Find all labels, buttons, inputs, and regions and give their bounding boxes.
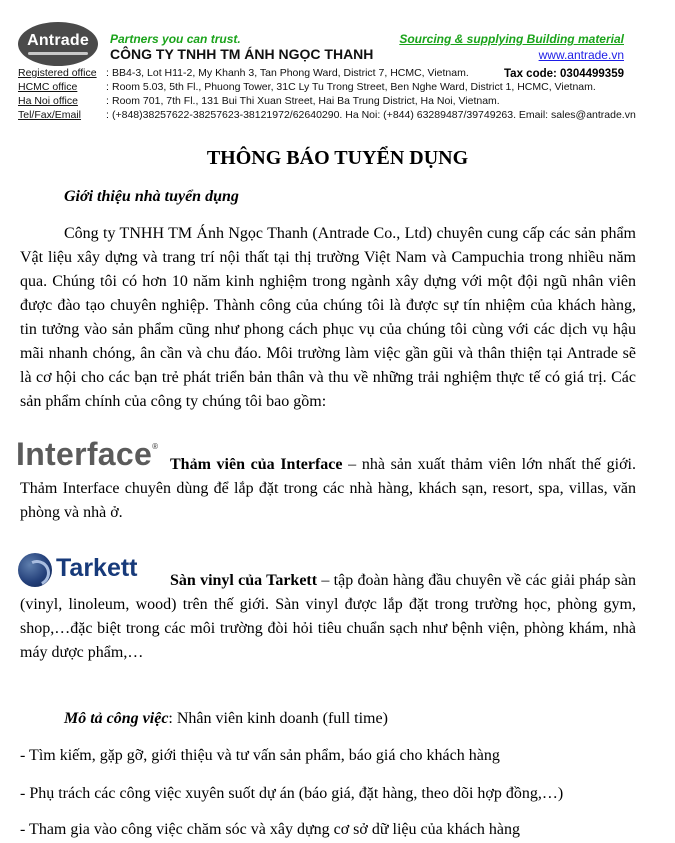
letterhead xyxy=(18,22,636,122)
antrade-logo-text: Antrade xyxy=(27,32,89,49)
job-label: Mô tả công việc xyxy=(64,710,169,727)
duty-item: - Tìm kiếm, gặp gỡ, giới thiệu và tư vấn sản phẩm, báo giá cho khách hàng xyxy=(20,747,500,764)
antrade-logo-band xyxy=(28,52,88,55)
intro-heading: Giới thiệu nhà tuyển dụng xyxy=(64,188,239,205)
job-title: : Nhân viên kinh doanh (full time) xyxy=(168,710,388,727)
office-address: Room 701, 7th Fl., 131 Bui Thi Xuan Street, Hai Ba Trung District, Ha Noi, Vietnam. xyxy=(112,95,500,107)
brand-title: Thảm viên của Interface xyxy=(170,456,343,473)
company-name: CÔNG TY TNHH TM ÁNH NGỌC THANH xyxy=(110,46,374,62)
registered-mark: ® xyxy=(152,442,159,451)
brand-tarkett xyxy=(20,569,636,665)
brand-description: – tập đoàn hàng đầu chuyên về các giải pháp sàn (vinyl, linoleum, wood) trên thế giới. Sàn vinyl được lắp đặt trong trường học, phòng gym, shop,…đặc biệt trong các môi trường đòi hỏi tiêu chuẩn sạch như bệnh viện, phòng khám, nhà máy dược phẩm,… xyxy=(20,572,636,661)
office-address: Room 5.03, 5th Fl., Phuong Tower, 31C Ly Tu Trong Street, Ben Nghe Ward, District 1, HCMC, Vietnam. xyxy=(112,81,596,93)
office-label: HCMC office xyxy=(18,81,78,93)
office-row: Ha Noi office : Room 701, 7th Fl., 131 Bui Thi Xuan Street, Hai Ba Trung District, Ha Noi, Vietnam. xyxy=(18,95,500,107)
office-label: Ha Noi office xyxy=(18,95,78,107)
duty-item: - Phụ trách các công việc xuyên suốt dự án (báo giá, đặt hàng, theo dõi hợp đồng,…) xyxy=(20,785,564,802)
tarkett-logo-text: Tarkett xyxy=(56,554,138,582)
office-row: Tel/Fax/Email : (+848)38257622-38257623-38121972/62640290. Ha Noi: (+844) 63289487/39749263. Email: sales@antrade.vn xyxy=(18,109,636,121)
office-label: Registered office xyxy=(18,67,97,79)
brand-title: Sàn vinyl của Tarkett xyxy=(170,572,318,589)
document-title: THÔNG BÁO TUYỂN DỤNG xyxy=(206,147,469,169)
job-description xyxy=(64,710,388,728)
office-row: HCMC office : Room 5.03, 5th Fl., Phuong Tower, 31C Ly Tu Trong Street, Ben Nghe Ward, District 1, HCMC, Vietnam. xyxy=(18,81,596,93)
interface-logo-text: Interface xyxy=(16,436,153,472)
intro-paragraph: Công ty TNHH TM Ánh Ngọc Thanh (Antrade Co., Ltd) chuyên cung cấp các sản phẩm Vật liệu xây dựng và trang trí nội thất tại thị trường Việt Nam và Campuchia trong nhiều năm qua. Chúng tôi có hơn 10 năm kinh nghiệm trong ngành xây dựng với một đội ngũ nhân viên được đào tạo chuyên nghiệp. Thành công của chúng tôi là được sự tín nhiệm của khách hàng, tin tưởng vào sản phẩm cũng như phong cách phục vụ của chúng tôi cùng với các dịch vụ hậu mãi nhanh chóng, ân cần và chu đáo. Môi trường làm việc gần gũi và thân thiện tại Antrade sẽ là cơ hội cho các bạn trẻ phát triển bản thân và thu về những trải nghiệm thực tế có giá trị. Các sản phẩm chính của công ty chúng tôi bao gồm: xyxy=(20,225,636,410)
brand-interface xyxy=(20,453,636,525)
brand-description: – nhà sản xuất thảm viên lớn nhất thế giới. Thảm Interface chuyên dùng để lắp đặt trong các nhà hàng, khách sạn, resort, spa, villas, văn phòng và nhà ở. xyxy=(20,456,636,521)
office-row: Registered office : BB4-3, Lot H11-2, My Khanh 3, Tan Phong Ward, District 7, HCMC, Vietnam. Tax code: 0304499359 xyxy=(18,67,624,80)
tagline: Partners you can trust. xyxy=(110,32,241,46)
website-link[interactable]: www.antrade.vn xyxy=(538,48,624,62)
tax-code: Tax code: 0304499359 xyxy=(504,68,624,80)
sourcing-slogan: Sourcing & supplying Building material xyxy=(399,32,624,46)
office-list xyxy=(18,66,636,122)
office-address: BB4-3, Lot H11-2, My Khanh 3, Tan Phong Ward, District 7, HCMC, Vietnam. xyxy=(112,67,469,79)
office-label: Tel/Fax/Email xyxy=(18,109,82,121)
duty-item: - Tham gia vào công việc chăm sóc và xây dựng cơ sở dữ liệu của khách hàng xyxy=(20,821,521,838)
contact-details: (+848)38257622-38257623-38121972/62640290. Ha Noi: (+844) 63289487/39749263. Email: sales@antrade.vn xyxy=(112,109,636,121)
